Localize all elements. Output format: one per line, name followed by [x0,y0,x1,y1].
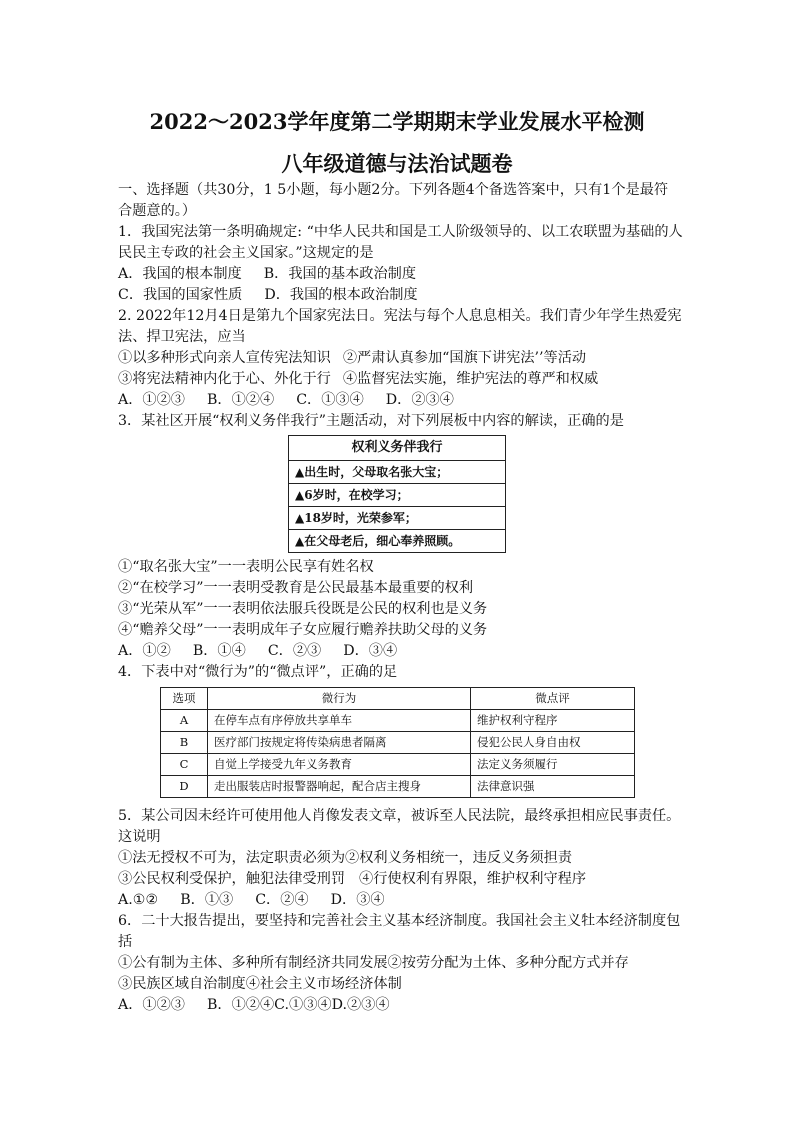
q5-items-12: ①法无授权不可为，法定职责必须为②权利义务相统一，违反义务须担责 [118,850,573,866]
table-cell: 法定义务须履行 [471,754,635,776]
q4-header-behavior: 微行为 [208,688,471,710]
q2-option-a: A．①②③ [118,392,185,408]
table-cell: C [161,754,208,776]
q3-stem: 3．某社区开展“权利义务伴我行”主题活动，对下列展板中内容的解读，正确的是 [118,413,624,429]
q1-option-a: A．我国的根本制度 [118,266,242,282]
q2-item-3: ③将宪法精神内化于心、外化于行 [118,371,331,387]
q3-item-2: ②“在校学习”一一表明受教育是公民最基本最重要的权利 [118,580,474,596]
q3-option-d: D．③④ [343,643,398,659]
q5-stem-line2: 这说明 [118,829,161,845]
q3-exhibit-board [288,435,506,553]
q3-item-1: ①“取名张大宝”一一表明公民享有姓名权 [118,559,374,575]
q6-items-12: ①公有制为主体、多种所有制经济共同发展②按劳分配为土体、多种分配方式并存 [118,955,629,971]
table-cell: 自觉上学接受九年义务教育 [208,754,471,776]
q5-item-3: ③公民权利受保护，触犯法律受刑罚 [118,871,346,887]
section-heading-line1: 一、选择题（共30分，1 5小题，每小题2分。下列各题4个备选答案中，只有1个是最符 [118,182,669,198]
q3-option-b: B．①④ [192,643,246,659]
q5-option-a: A.①② [118,892,159,908]
q2-options [118,390,684,411]
table-cell: 侵犯公民人身自由权 [471,732,635,754]
q3-board-row: ▲在父母老后，细心奉养照顾。 [289,529,505,552]
q3-board-title: 权利义务伴我行 [351,440,443,455]
q5-options [118,890,684,911]
q2-stem-line2: 法、捍卫宪法，应当 [118,329,246,345]
q6-options [118,995,684,1016]
q3-board-row: ▲6岁时，在校学习； [289,483,505,506]
q6-option-a: A．①②③ [118,997,185,1013]
q5-items-34 [118,869,684,890]
q2-option-c: C．①③④ [296,392,364,408]
table-cell: 医疗部门按规定将传染病患者隔离 [208,732,471,754]
q4-header-comment: 微点评 [471,688,635,710]
exam-subtitle: 八年级道德与法治试题卷 [281,151,513,176]
q6-stem-line2: 括 [118,934,133,950]
q2-option-b: B．①②④ [207,392,275,408]
q3-item-3: ③“光荣从军”一一表明依法服兵役既是公民的权利也是义务 [118,601,488,617]
section-heading-line2: 合题意的。） [118,203,197,219]
q2-items-34 [118,369,684,390]
table-cell: 维护权利守程序 [471,710,635,732]
q2-item-4: ④监督宪法实施，维护宪法的尊严和权威 [342,371,599,387]
q1-stem-line1: 1．我国宪法第一条明确规定: “中华人民共和国是工人阶级领导的、以工农联盟为基础的人 [118,224,683,240]
exam-title: 2022～2023学年度第二学期期末学业发展水平检测 [149,109,645,134]
exam-body [118,180,684,1016]
q2-stem-line1: 2. 2022年12月4日是第九个国家宪法日。宪法与每个人息息相关。我们青少年学生热爱宪 [118,308,682,324]
q6-stem-line1: 6．二十大报告提出，要坚持和完善社会主义基本经济制度。我国社会主义牡本经济制度包 [118,913,681,929]
q3-options [118,641,684,662]
table-cell: D [161,776,208,798]
q2-items-12 [118,348,684,369]
table-row [161,732,635,754]
q4-table [160,687,635,798]
q2-option-d: D．②③④ [385,392,454,408]
q4-stem: 4．下表中对“微行为”的“微点评”，正确的足 [118,664,398,680]
q2-item-1: ①以多种形式向亲人宣传宪法知识 [118,350,331,366]
table-row [161,710,635,732]
table-cell: A [161,710,208,732]
table-row [161,776,635,798]
q5-option-c: C．②④ [255,892,309,908]
table-row [161,754,635,776]
q3-board-row: ▲18岁时，光荣参军； [289,506,505,529]
q1-option-c: C．我国的国家性质 [118,287,243,303]
q2-item-2: ②严肃认真参加“国旗下讲宪法’’等活动 [342,350,587,366]
table-cell: B [161,732,208,754]
q4-header-option: 选项 [161,688,208,710]
q1-stem-line2: 民民主专政的社会主义国家。”这规定的是 [118,245,374,261]
q1-options-cd [118,285,684,306]
q3-option-a: A．①② [118,643,171,659]
q3-option-c: C．②③ [267,643,322,659]
q1-option-b: B．我国的基本政治制度 [263,266,417,282]
q5-option-b: B．①③ [180,892,234,908]
q1-option-d: D．我国的根本政治制度 [264,287,418,303]
q5-option-d: D．③④ [330,892,385,908]
table-cell: 在停车点有序停放共享单车 [208,710,471,732]
q5-stem-line1: 5．某公司因未经许可使用他人肖像发表文章，被诉至人民法院，最终承担相应民事责任。 [118,808,681,824]
table-cell: 法律意识强 [471,776,635,798]
q5-item-4: ④行使权利有界限，维护权利守程序 [359,871,587,887]
q4-table-header [161,688,635,710]
q3-item-4: ④“赡养父母”一一表明成年子女应履行赡养扶助父母的义务 [118,622,488,638]
q6-options-bcd: B．①②④C.①③④D.②③④ [207,997,390,1013]
q3-board-row: ▲出生时，父母取名张大宝； [289,460,505,483]
q1-options-ab [118,264,684,285]
q6-items-34: ③民族区域自治制度④社会主义市场经济体制 [118,976,402,992]
table-cell: 走出服装店时报警器响起，配合店主搜身 [208,776,471,798]
